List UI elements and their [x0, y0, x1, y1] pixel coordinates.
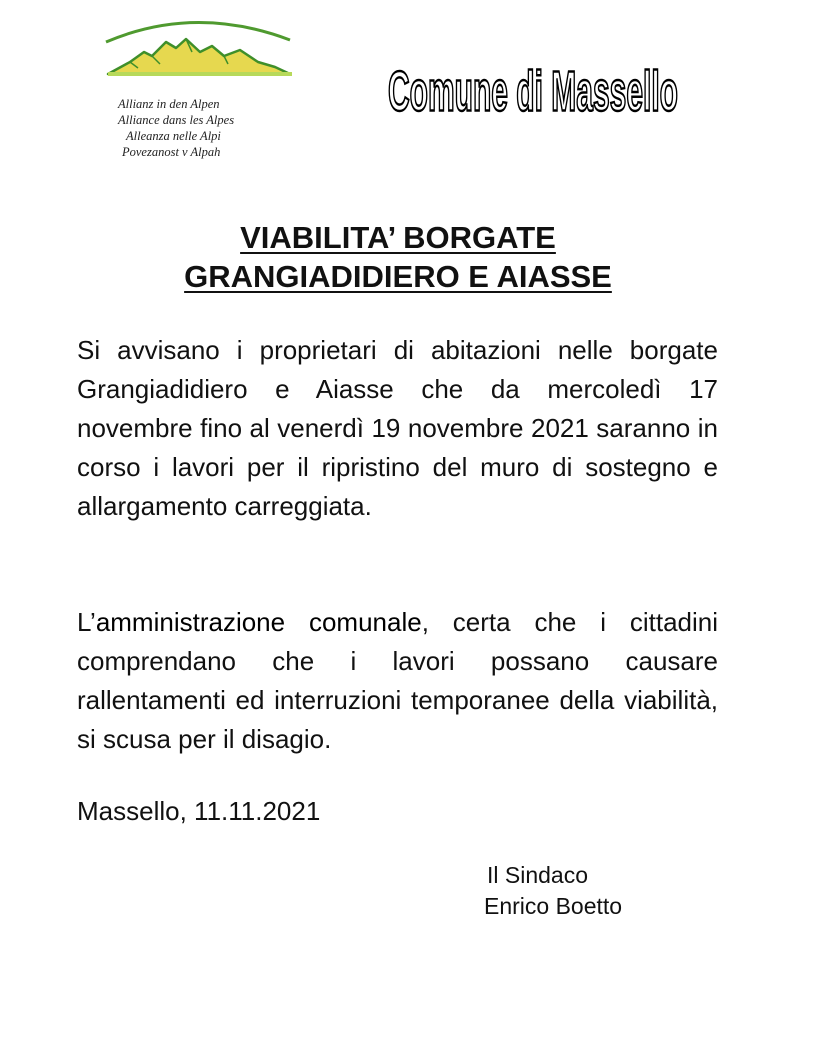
- page-title: [60, 218, 736, 296]
- alliance-name-fr: Alliance dans les Alpes: [118, 113, 235, 127]
- mountain-logo-icon: [100, 12, 300, 92]
- alliance-name-de: Allianz in den Alpen: [118, 97, 220, 111]
- paragraph-2-emphasis: amministrazione comunale: [95, 607, 422, 637]
- alliance-name-sl: Povezanost v Alpah: [122, 145, 221, 159]
- notice-paragraph-2: [77, 603, 718, 759]
- date-line: Massello, 11.11.2021: [77, 796, 321, 826]
- title-line-1: VIABILITA’ BORGATE: [240, 220, 556, 255]
- signature-name: Enrico Boetto: [484, 893, 623, 919]
- paragraph-2-rest: , certa che i cittadini comprendano che i lavori possano causare rallentamenti ed interruzioni temporanee della viabilità, si scusa per il disagio.: [77, 607, 719, 754]
- notice-paragraph-1: [77, 331, 718, 526]
- paragraph-1-text: Si avvisano i proprietari di abitazioni nelle borgate Grangiadidiero e Aiasse che da mercoledì 17 novembre fino al venerdì 19 novembre 2021 saranno in corso i lavori per il ripristino del muro di sostegno e allargamento carreggiata.: [77, 335, 718, 521]
- paragraph-2-text: [77, 603, 718, 759]
- alliance-names: [118, 96, 308, 160]
- alliance-name-it: Alleanza nelle Alpi: [126, 129, 221, 143]
- comune-title-text: Comune di Massello: [388, 59, 678, 123]
- title-line-2: GRANGIADIDIERO E AIASSE: [184, 259, 612, 294]
- paragraph-2-prefix: L’: [77, 607, 96, 637]
- comune-title: [384, 58, 684, 128]
- signature-role: Il Sindaco: [487, 862, 589, 888]
- alliance-logo: [100, 12, 300, 157]
- signature-block: [484, 860, 622, 922]
